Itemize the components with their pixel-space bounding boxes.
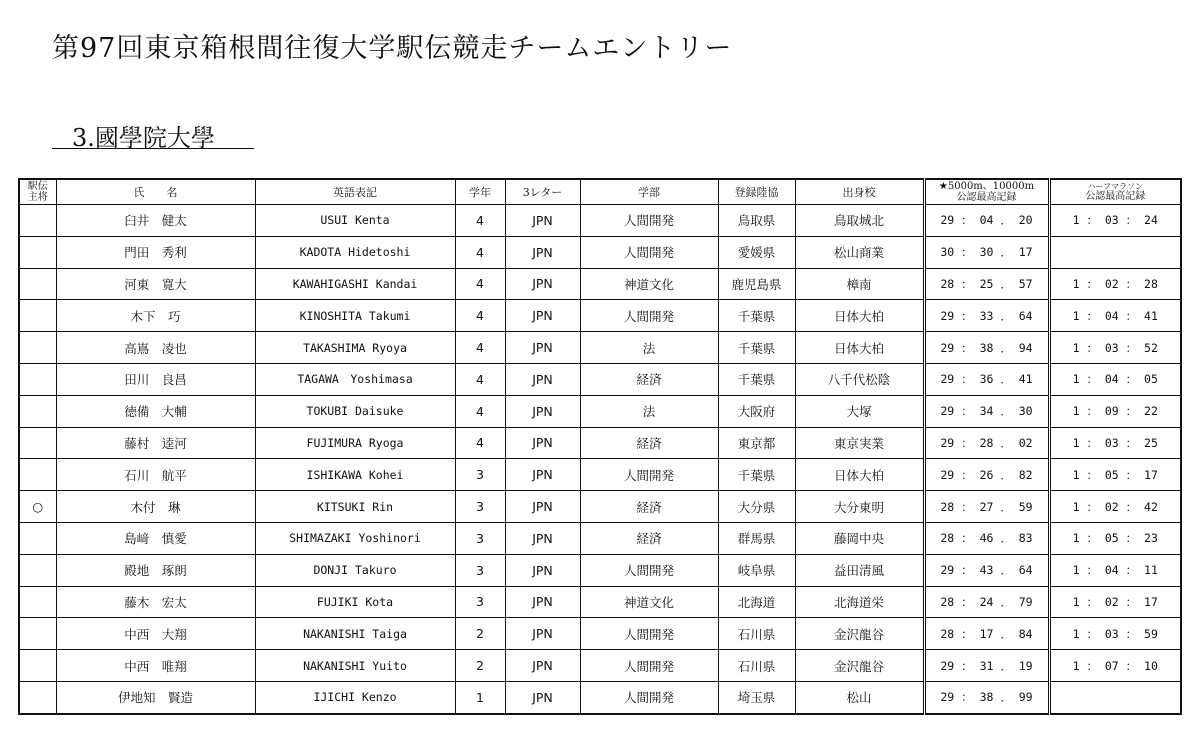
year-cell: 3 <box>455 491 505 523</box>
half-marathon-cell: 1 ： 03 ： 52 <box>1049 332 1181 364</box>
english-name-cell: KITSUKI Rin <box>255 491 455 523</box>
record-cell: 28 ： 17 ． 84 <box>924 618 1049 650</box>
three-letter-cell: JPN <box>505 268 580 300</box>
name-cell: 藤村 逵河 <box>56 427 255 459</box>
three-letter-cell: JPN <box>505 427 580 459</box>
entry-table <box>18 178 1182 715</box>
captain-cell <box>19 205 56 237</box>
english-name-cell: KAWAHIGASHI Kandai <box>255 268 455 300</box>
record-cell: 29 ： 26 ． 82 <box>924 459 1049 491</box>
table-row <box>19 554 1181 586</box>
half-marathon-cell: 1 ： 02 ： 17 <box>1049 586 1181 618</box>
association-cell: 千葉県 <box>718 459 795 491</box>
three-letter-cell: JPN <box>505 459 580 491</box>
school-cell: 金沢龍谷 <box>795 650 924 682</box>
association-cell: 北海道 <box>718 586 795 618</box>
record-cell: 29 ： 36 ． 41 <box>924 363 1049 395</box>
association-cell: 埼玉県 <box>718 681 795 713</box>
association-cell: 石川県 <box>718 650 795 682</box>
english-name-cell: KADOTA Hidetoshi <box>255 236 455 268</box>
half-marathon-cell: 1 ： 05 ： 17 <box>1049 459 1181 491</box>
year-cell: 2 <box>455 618 505 650</box>
faculty-cell: 人間開発 <box>580 205 718 237</box>
name-cell: 石川 航平 <box>56 459 255 491</box>
english-name-cell: FUJIMURA Ryoga <box>255 427 455 459</box>
school-cell: 松山商業 <box>795 236 924 268</box>
year-cell: 1 <box>455 681 505 713</box>
year-cell: 4 <box>455 395 505 427</box>
name-cell: 伊地知 賢造 <box>56 681 255 713</box>
captain-cell <box>19 522 56 554</box>
three-letter-cell: JPN <box>505 395 580 427</box>
table-row <box>19 268 1181 300</box>
three-letter-cell: JPN <box>505 332 580 364</box>
half-marathon-cell: 1 ： 02 ： 42 <box>1049 491 1181 523</box>
three-letter-cell: JPN <box>505 586 580 618</box>
table-row <box>19 459 1181 491</box>
three-letter-cell: JPN <box>505 205 580 237</box>
record-cell: 28 ： 27 ． 59 <box>924 491 1049 523</box>
header-record-line2: 公認最高記録 <box>956 192 1017 203</box>
captain-cell <box>19 363 56 395</box>
faculty-cell: 人間開発 <box>580 459 718 491</box>
table-row <box>19 618 1181 650</box>
faculty-cell: 神道文化 <box>580 586 718 618</box>
record-cell: 29 ： 34 ． 30 <box>924 395 1049 427</box>
name-cell: 木下 巧 <box>56 300 255 332</box>
association-cell: 千葉県 <box>718 332 795 364</box>
english-name-cell: TOKUBI Daisuke <box>255 395 455 427</box>
english-name-cell: USUI Kenta <box>255 205 455 237</box>
half-marathon-cell: 1 ： 04 ： 41 <box>1049 300 1181 332</box>
name-cell: 門田 秀利 <box>56 236 255 268</box>
school-cell: 大分東明 <box>795 491 924 523</box>
english-name-cell: TAKASHIMA Ryoya <box>255 332 455 364</box>
association-cell: 大阪府 <box>718 395 795 427</box>
record-cell: 29 ： 43 ． 64 <box>924 554 1049 586</box>
year-cell: 4 <box>455 236 505 268</box>
three-letter-cell: JPN <box>505 522 580 554</box>
name-cell: 藤木 宏太 <box>56 586 255 618</box>
table-row <box>19 395 1181 427</box>
half-marathon-cell: 1 ： 04 ： 05 <box>1049 363 1181 395</box>
faculty-cell: 経済 <box>580 522 718 554</box>
captain-cell <box>19 554 56 586</box>
association-cell: 鹿児島県 <box>718 268 795 300</box>
header-school: 出身校 <box>795 179 924 205</box>
faculty-cell: 神道文化 <box>580 268 718 300</box>
three-letter-cell: JPN <box>505 300 580 332</box>
name-cell: 河東 寛大 <box>56 268 255 300</box>
school-cell: 鳥取城北 <box>795 205 924 237</box>
three-letter-cell: JPN <box>505 681 580 713</box>
name-cell: 臼井 健太 <box>56 205 255 237</box>
header-captain-line2: 主将 <box>27 192 48 203</box>
english-name-cell: DONJI Takuro <box>255 554 455 586</box>
faculty-cell: 人間開発 <box>580 236 718 268</box>
record-cell: 29 ： 33 ． 64 <box>924 300 1049 332</box>
header-faculty: 学部 <box>580 179 718 205</box>
name-cell: 木付 琳 <box>56 491 255 523</box>
association-cell: 東京都 <box>718 427 795 459</box>
header-half <box>1049 179 1181 205</box>
year-cell: 4 <box>455 268 505 300</box>
faculty-cell: 人間開発 <box>580 650 718 682</box>
record-cell: 29 ： 28 ． 02 <box>924 427 1049 459</box>
header-captain-line1: 駅伝 <box>27 181 48 192</box>
header-record <box>924 179 1049 205</box>
year-cell: 3 <box>455 522 505 554</box>
record-cell: 28 ： 46 ． 83 <box>924 522 1049 554</box>
three-letter-cell: JPN <box>505 363 580 395</box>
captain-cell <box>19 236 56 268</box>
half-marathon-cell <box>1049 236 1181 268</box>
faculty-cell: 法 <box>580 395 718 427</box>
english-name-cell: TAGAWA Yoshimasa <box>255 363 455 395</box>
captain-cell <box>19 459 56 491</box>
table-row <box>19 427 1181 459</box>
captain-cell <box>19 427 56 459</box>
english-name-cell: NAKANISHI Yuito <box>255 650 455 682</box>
captain-cell <box>19 586 56 618</box>
header-three-letter: 3レター <box>505 179 580 205</box>
association-cell: 群馬県 <box>718 522 795 554</box>
english-name-cell: IJICHI Kenzo <box>255 681 455 713</box>
school-cell: 樟南 <box>795 268 924 300</box>
faculty-cell: 経済 <box>580 491 718 523</box>
half-marathon-cell: 1 ： 03 ： 59 <box>1049 618 1181 650</box>
year-cell: 4 <box>455 205 505 237</box>
name-cell: 田川 良昌 <box>56 363 255 395</box>
year-cell: 2 <box>455 650 505 682</box>
english-name-cell: KINOSHITA Takumi <box>255 300 455 332</box>
english-name-cell: NAKANISHI Taiga <box>255 618 455 650</box>
table-row <box>19 300 1181 332</box>
school-cell: 日体大柏 <box>795 332 924 364</box>
header-half-line1: ハーフマラソン <box>1087 182 1144 191</box>
three-letter-cell: JPN <box>505 554 580 586</box>
header-record-line1: ★5000m、10000m <box>938 181 1035 192</box>
header-half-line2: 公認最高記録 <box>1085 191 1146 202</box>
header-english: 英語表記 <box>255 179 455 205</box>
half-marathon-cell: 1 ： 09 ： 22 <box>1049 395 1181 427</box>
name-cell: 中西 唯翔 <box>56 650 255 682</box>
half-marathon-cell: 1 ： 05 ： 23 <box>1049 522 1181 554</box>
team-heading-underline <box>52 148 254 149</box>
year-cell: 4 <box>455 427 505 459</box>
faculty-cell: 経済 <box>580 427 718 459</box>
year-cell: 3 <box>455 586 505 618</box>
association-cell: 石川県 <box>718 618 795 650</box>
school-cell: 北海道栄 <box>795 586 924 618</box>
half-marathon-cell: 1 ： 04 ： 11 <box>1049 554 1181 586</box>
record-cell: 28 ： 25 ． 57 <box>924 268 1049 300</box>
three-letter-cell: JPN <box>505 236 580 268</box>
record-cell: 29 ： 31 ． 19 <box>924 650 1049 682</box>
half-marathon-cell: 1 ： 07 ： 10 <box>1049 650 1181 682</box>
table-row <box>19 650 1181 682</box>
association-cell: 千葉県 <box>718 300 795 332</box>
association-cell: 岐阜県 <box>718 554 795 586</box>
association-cell: 愛媛県 <box>718 236 795 268</box>
name-cell: 徳備 大輔 <box>56 395 255 427</box>
team-heading: 3.國學院大學 <box>72 124 215 152</box>
table-row <box>19 205 1181 237</box>
english-name-cell: FUJIKI Kota <box>255 586 455 618</box>
association-cell: 鳥取県 <box>718 205 795 237</box>
association-cell: 千葉県 <box>718 363 795 395</box>
record-cell: 28 ： 24 ． 79 <box>924 586 1049 618</box>
table-row <box>19 522 1181 554</box>
captain-cell <box>19 681 56 713</box>
faculty-cell: 人間開発 <box>580 554 718 586</box>
english-name-cell: SHIMAZAKI Yoshinori <box>255 522 455 554</box>
faculty-cell: 人間開発 <box>580 681 718 713</box>
captain-cell <box>19 618 56 650</box>
table-row <box>19 681 1181 713</box>
record-cell: 30 ： 30 ． 17 <box>924 236 1049 268</box>
table-row <box>19 363 1181 395</box>
record-cell: 29 ： 38 ． 99 <box>924 681 1049 713</box>
name-cell: 中西 大翔 <box>56 618 255 650</box>
year-cell: 4 <box>455 300 505 332</box>
header-row <box>19 179 1181 205</box>
half-marathon-cell <box>1049 681 1181 713</box>
faculty-cell: 人間開発 <box>580 300 718 332</box>
school-cell: 金沢龍谷 <box>795 618 924 650</box>
school-cell: 東京実業 <box>795 427 924 459</box>
english-name-cell: ISHIKAWA Kohei <box>255 459 455 491</box>
three-letter-cell: JPN <box>505 491 580 523</box>
captain-cell <box>19 332 56 364</box>
three-letter-cell: JPN <box>505 618 580 650</box>
school-cell: 益田清風 <box>795 554 924 586</box>
association-cell: 大分県 <box>718 491 795 523</box>
half-marathon-cell: 1 ： 03 ： 25 <box>1049 427 1181 459</box>
table-row <box>19 491 1181 523</box>
captain-cell <box>19 395 56 427</box>
half-marathon-cell: 1 ： 03 ： 24 <box>1049 205 1181 237</box>
school-cell: 日体大柏 <box>795 300 924 332</box>
header-association: 登録陸協 <box>718 179 795 205</box>
faculty-cell: 人間開発 <box>580 618 718 650</box>
faculty-cell: 経済 <box>580 363 718 395</box>
year-cell: 3 <box>455 554 505 586</box>
year-cell: 3 <box>455 459 505 491</box>
year-cell: 4 <box>455 363 505 395</box>
school-cell: 松山 <box>795 681 924 713</box>
header-captain <box>19 179 56 205</box>
school-cell: 日体大柏 <box>795 459 924 491</box>
captain-cell: ○ <box>19 491 56 523</box>
header-name: 氏 名 <box>56 179 255 205</box>
record-cell: 29 ： 38 ． 94 <box>924 332 1049 364</box>
captain-cell <box>19 650 56 682</box>
school-cell: 藤岡中央 <box>795 522 924 554</box>
header-year: 学年 <box>455 179 505 205</box>
record-cell: 29 ： 04 ． 20 <box>924 205 1049 237</box>
table-row <box>19 586 1181 618</box>
captain-cell <box>19 300 56 332</box>
name-cell: 高嶌 凌也 <box>56 332 255 364</box>
table-row <box>19 332 1181 364</box>
year-cell: 4 <box>455 332 505 364</box>
school-cell: 大塚 <box>795 395 924 427</box>
document-title: 第97回東京箱根間往復大学駅伝競走チームエントリー <box>52 33 733 64</box>
table-row <box>19 236 1181 268</box>
name-cell: 殿地 琢朗 <box>56 554 255 586</box>
name-cell: 島﨑 慎愛 <box>56 522 255 554</box>
faculty-cell: 法 <box>580 332 718 364</box>
half-marathon-cell: 1 ： 02 ： 28 <box>1049 268 1181 300</box>
captain-cell <box>19 268 56 300</box>
three-letter-cell: JPN <box>505 650 580 682</box>
school-cell: 八千代松陰 <box>795 363 924 395</box>
